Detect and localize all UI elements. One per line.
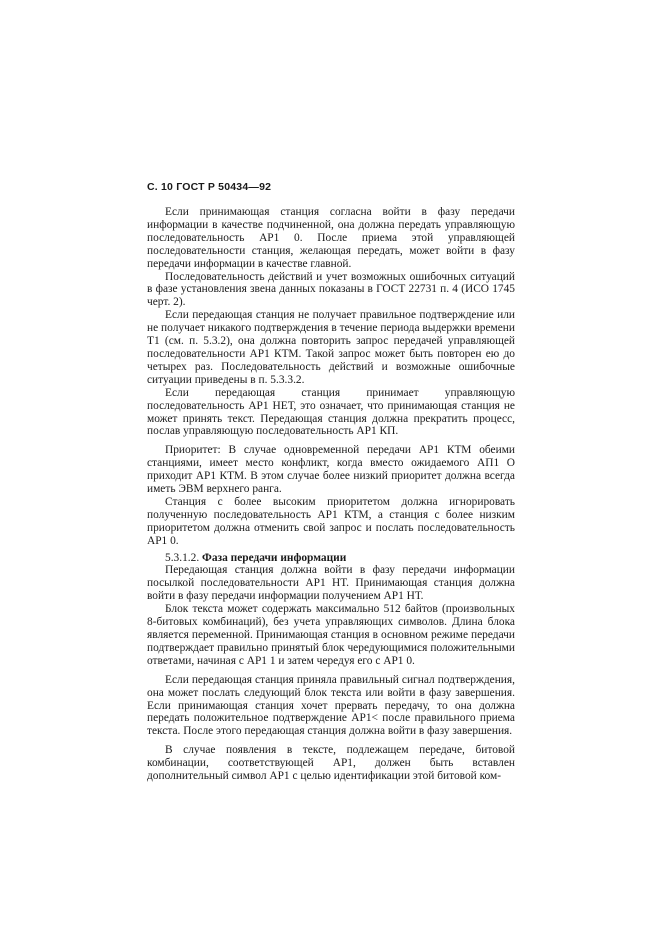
paragraph: Станция с более высоким приоритетом должна игнорировать полученную последовательность АР1 КТМ, а станция с более низким приоритетом должна отменить свой запрос и послать последовательность АР1 0. [147, 495, 515, 547]
section-title: Фаза передачи информации [202, 551, 347, 564]
paragraph: Передающая станция должна войти в фазу передачи информации посылкой последовательности АР1 НТ. Принимающая станция должна войти в фазу передачи информации получением АР1 НТ. [147, 564, 515, 603]
document-body [147, 206, 515, 783]
paragraph: Если передающая станция приняла правильный сигнал подтверждения, она может послать следующий блок текста или войти в фазу завершения. Если принимающая станция хочет прервать передачу, то она должна передать положительное подтверждение АР1< после правильного приема текста. После этого передающая станция должна войти в фазу завершения. [147, 673, 515, 738]
paragraph: Если передающая станция не получает правильное подтверждение или не получает никакого подтверждения в течение периода выдержки времени T1 (см. п. 5.3.2), она должна повторить запрос передачей управляющей последовательности АР1 КТМ. Такой запрос может быть повторен ею до четырех раз. Последовательность действий и возможные ошибочные ситуации приведены в п. 5.3.3.2. [147, 309, 515, 386]
paragraph: Последовательность действий и учет возможных ошибочных ситуаций в фазе установления звена данных показаны в ГОСТ 22731 п. 4 (ИСО 1745 черт. 2). [147, 270, 515, 309]
page-header: С. 10 ГОСТ Р 50434—92 [147, 181, 272, 193]
section-heading [147, 552, 515, 565]
paragraph: Если передающая станция принимает управляющую последовательность АР1 НЕТ, это означает, что принимающая станция не может принять текст. Передающая станция должна прекратить процесс, послав управляющую последовательность АР1 КП. [147, 386, 515, 438]
paragraph: Приоритет: В случае одновременной передачи АР1 КТМ обеими станциями, имеет место конфликт, когда вместо ожидаемого АП1 О приходит АР1 КТМ. В этом случае более низкий приоритет должна всегда иметь ЭВМ верхнего ранга. [147, 444, 515, 496]
paragraph: Если принимающая станция согласна войти в фазу передачи информации в качестве подчиненной, она должна передать управляющую последовательность АР1 0. После приема этой управляющей последовательности станция, желающая передать, может войти в фазу передачи информации в качестве главной. [147, 206, 515, 270]
paragraph: Блок текста может содержать максимально 512 байтов (произвольных 8-битовых комбинаций), без учета управляющих символов. Длина блока является переменной. Принимающая станция в основном режиме передачи подтверждает правильно принятый блок чередующимися положительными ответами, начиная с АР1 1 и затем чередуя его с АР1 0. [147, 603, 515, 667]
section-number: 5.3.1.2. [165, 551, 200, 564]
paragraph: В случае появления в тексте, подлежащем передаче, битовой комбинации, соответствующей АР1, должен быть вставлен дополнительный символ АР1 с целью идентификации этой битовой ком- [147, 744, 515, 783]
